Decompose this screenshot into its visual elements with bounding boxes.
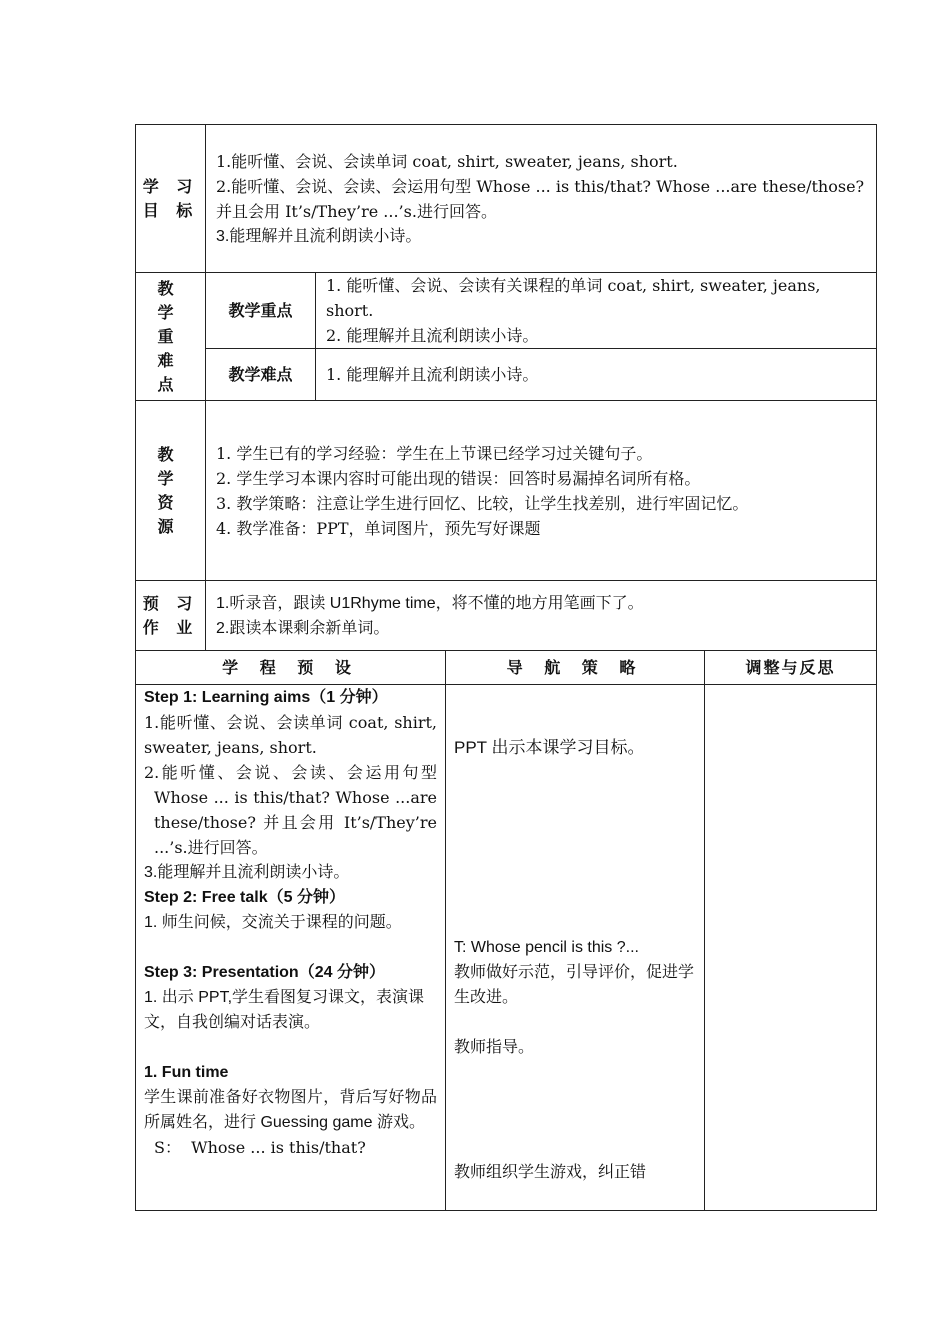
key-points-cell xyxy=(316,273,877,349)
guide-teacher: 教师指导。 xyxy=(454,1039,535,1056)
guide-ppt: PPT 出示本课学习目标。 xyxy=(454,738,645,757)
homework-item-1: 1.听录音，跟读 U1Rhyme time，将不懂的地方用笔画下了。 xyxy=(216,594,644,612)
resources-cell xyxy=(206,401,877,581)
homework-label: 预 习 作 业 xyxy=(136,581,206,651)
goal-item-3: 3.能理解并且流利朗读小诗。 xyxy=(216,227,422,245)
focus-label: 教 学 重 难 点 xyxy=(136,273,206,401)
guide-question: T: Whose pencil is this ?... xyxy=(454,939,639,956)
goals-cell xyxy=(206,125,877,273)
step1-title: Step 1: Learning aims（1 分钟） xyxy=(144,689,388,706)
goal-item-1: 1.能听懂、会说、会读单词 coat, shirt, sweater, jeans, short. xyxy=(216,151,678,171)
header-adjust-reflect: 调整与反思 xyxy=(705,651,877,685)
goal-item-2: 2.能听懂、会说、会读、会运用句型 Whose ... is this/that? Whose ...are these/those? 并且会用 It’s/They’re ...’s.进行回答。 xyxy=(216,176,865,221)
fun-time-dialogue: S： Whose ... is this/that? xyxy=(154,1138,366,1157)
learning-process-cell xyxy=(136,685,446,1211)
resource-item-3: 3. 教学策略：注意让学生进行回忆、比较，让学生找差别，进行牢固记忆。 xyxy=(216,493,749,513)
process-table xyxy=(135,650,877,1211)
fun-time-text: 学生课前准备好衣物图片，背后写好物品所属姓名，进行 Guessing game 游戏。 xyxy=(144,1089,437,1131)
step3-item: 1. 出示 PPT,学生看图复习课文，表演课文，自我创编对话表演。 xyxy=(144,989,425,1031)
step2-item: 1. 师生问候，交流关于课程的问题。 xyxy=(144,914,402,931)
resource-item-2: 2. 学生学习本课内容时可能出现的错误：回答时易漏掉名词所有格。 xyxy=(216,468,701,488)
homework-cell xyxy=(206,581,877,651)
goals-label: 学 习 目 标 xyxy=(136,125,206,273)
step1-item-3: 3.能理解并且流利朗读小诗。 xyxy=(144,864,350,881)
header-learning-process: 学 程 预 设 xyxy=(136,651,446,685)
step3-title: Step 3: Presentation（24 分钟） xyxy=(144,964,385,981)
guide-game: 教师组织学生游戏，纠正错 xyxy=(454,1164,647,1181)
key-point-2: 2. 能理解并且流利朗读小诗。 xyxy=(326,326,539,345)
resources-label: 教 学 资 源 xyxy=(136,401,206,581)
guidance-cell xyxy=(446,685,705,1211)
difficulty-1: 1. 能理解并且流利朗读小诗。 xyxy=(326,365,539,384)
step2-title: Step 2: Free talk（5 分钟） xyxy=(144,889,345,906)
adjust-cell xyxy=(705,685,877,1211)
resource-item-1: 1. 学生已有的学习经验：学生在上节课已经学习过关键句子。 xyxy=(216,443,653,463)
lesson-plan-table xyxy=(135,124,877,651)
step1-item-2: 2.能听懂、会说、会读、会运用句型 Whose ... is this/that? Whose ...are these/those? 并且会用 It’s/They’re ...’s.进行回答。 xyxy=(144,763,437,857)
guide-demo: 教师做好示范，引导评价，促进学生改进。 xyxy=(454,964,695,1006)
resource-item-4: 4. 教学准备：PPT，单词图片，预先写好课题 xyxy=(216,518,541,538)
difficulty-label: 教学难点 xyxy=(206,349,316,401)
homework-item-2: 2.跟读本课剩余新单词。 xyxy=(216,619,390,637)
key-point-1: 1. 能听懂、会说、会读有关课程的单词 coat, shirt, sweater, jeans, short. xyxy=(326,276,821,320)
fun-time-title: 1. Fun time xyxy=(144,1064,229,1081)
key-points-label: 教学重点 xyxy=(206,273,316,349)
step1-item-1: 1.能听懂、会说、会读单词 coat, shirt, sweater, jeans, short. xyxy=(144,713,437,757)
difficulty-cell xyxy=(316,349,877,401)
header-guidance-strategy: 导 航 策 略 xyxy=(446,651,705,685)
